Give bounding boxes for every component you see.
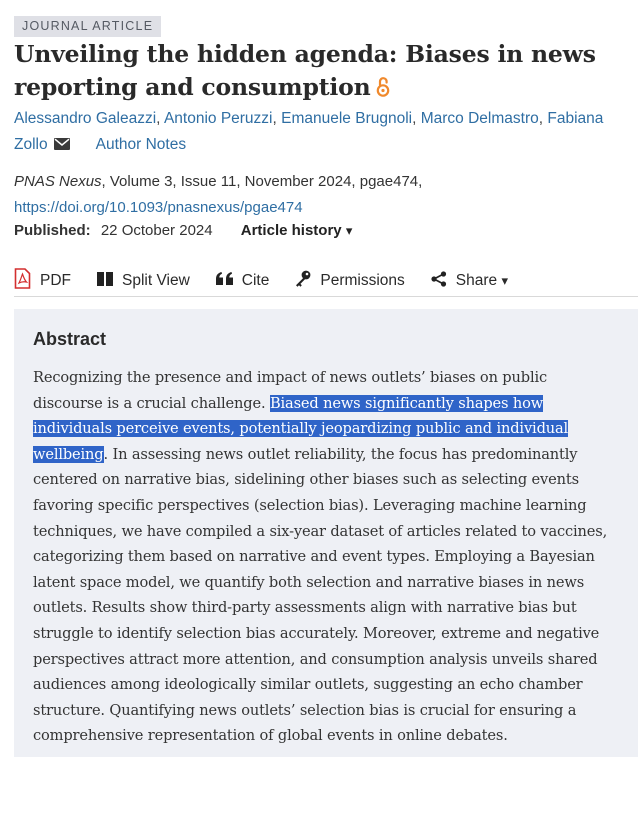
chevron-down-icon: ▾ <box>501 273 508 288</box>
author-list <box>14 106 626 159</box>
article-history-label: Article history <box>240 222 342 239</box>
author-separator: , <box>538 110 544 127</box>
article-type-badge: JOURNAL ARTICLE <box>14 16 161 37</box>
citation-line <box>14 169 626 221</box>
author-link-galeazzi[interactable]: Alessandro Galeazzi <box>14 110 157 127</box>
abstract-section <box>14 309 638 757</box>
author-notes-link[interactable]: Author Notes <box>95 136 187 153</box>
share-label: Share <box>455 272 498 289</box>
doi-link[interactable]: https://doi.org/10.1093/pnasnexus/pgae474 <box>14 199 303 216</box>
split-view-icon <box>97 272 122 291</box>
abstract-heading: Abstract <box>33 329 107 349</box>
split-view-button[interactable] <box>97 272 190 291</box>
journal-name: PNAS Nexus <box>14 173 102 190</box>
author-separator: , <box>156 110 161 127</box>
split-view-label: Split View <box>122 272 190 289</box>
abstract-text-after: . In assessing news outlet reliability, the focus has predominantly centered on narrative bias, sidelining other biases such as selecting events favoring specific perspectives (selection bias). Leveraging machine learning techniques, we have compiled a six-year dataset of articles related to vaccines, categorizing them based on narrative and event types. Employing a Bayesian latent space model, we quantify both selection and narrative biases in news outlets. Results show third-party assessments align with narrative bias but struggle to identify selection bias accurately. Moreover, extreme and negative perspectives attract more attention, and consumption analysis unveils shared audiences among ideologically similar outlets, suggesting an echo chamber structure. Quantifying news outlets’ selection bias is crucial for ensuring a comprehensive representation of global events in online debates. <box>33 445 608 745</box>
highlighted-text-selection[interactable]: Biased news significantly shapes how individuals perceive events, potentially jeopardizing public and individual wellbeing <box>33 394 569 463</box>
open-access-icon <box>376 73 390 106</box>
permissions-button[interactable] <box>295 270 404 292</box>
share-icon <box>431 271 456 292</box>
publication-row <box>14 220 352 242</box>
key-icon <box>295 270 320 292</box>
author-link-brugnoli[interactable]: Emanuele Brugnoli <box>281 110 413 127</box>
chevron-down-icon: ▾ <box>345 223 353 238</box>
published-date: 22 October 2024 <box>100 222 213 239</box>
share-dropdown[interactable] <box>431 271 508 292</box>
article-title <box>14 38 614 106</box>
author-separator: , <box>412 110 417 127</box>
article-toolbar <box>14 266 638 297</box>
author-link-peruzzi[interactable]: Antonio Peruzzi <box>163 110 273 127</box>
author-separator: , <box>272 110 277 127</box>
pdf-label: PDF <box>40 272 71 289</box>
envelope-icon[interactable] <box>54 133 70 159</box>
author-link-zollo[interactable]: Fabiana Zollo <box>14 110 604 153</box>
pdf-file-icon <box>14 268 40 294</box>
cite-button[interactable] <box>216 272 270 290</box>
permissions-label: Permissions <box>320 272 405 289</box>
published-label: Published: <box>14 222 91 239</box>
article-history-dropdown[interactable] <box>241 222 353 239</box>
cite-label: Cite <box>241 272 270 289</box>
quote-icon <box>216 272 242 290</box>
author-link-delmastro[interactable]: Marco Delmastro <box>420 110 539 127</box>
abstract-text-before: Recognizing the presence and impact of news outlets’ biases on public discourse is a crucial challenge. <box>33 369 547 412</box>
pdf-button[interactable] <box>14 268 71 294</box>
article-title-text: Unveiling the hidden agenda: Biases in news reporting and consumption <box>14 40 596 101</box>
citation-details: , Volume 3, Issue 11, November 2024, pgae474, <box>101 173 423 190</box>
abstract-text <box>33 365 613 749</box>
